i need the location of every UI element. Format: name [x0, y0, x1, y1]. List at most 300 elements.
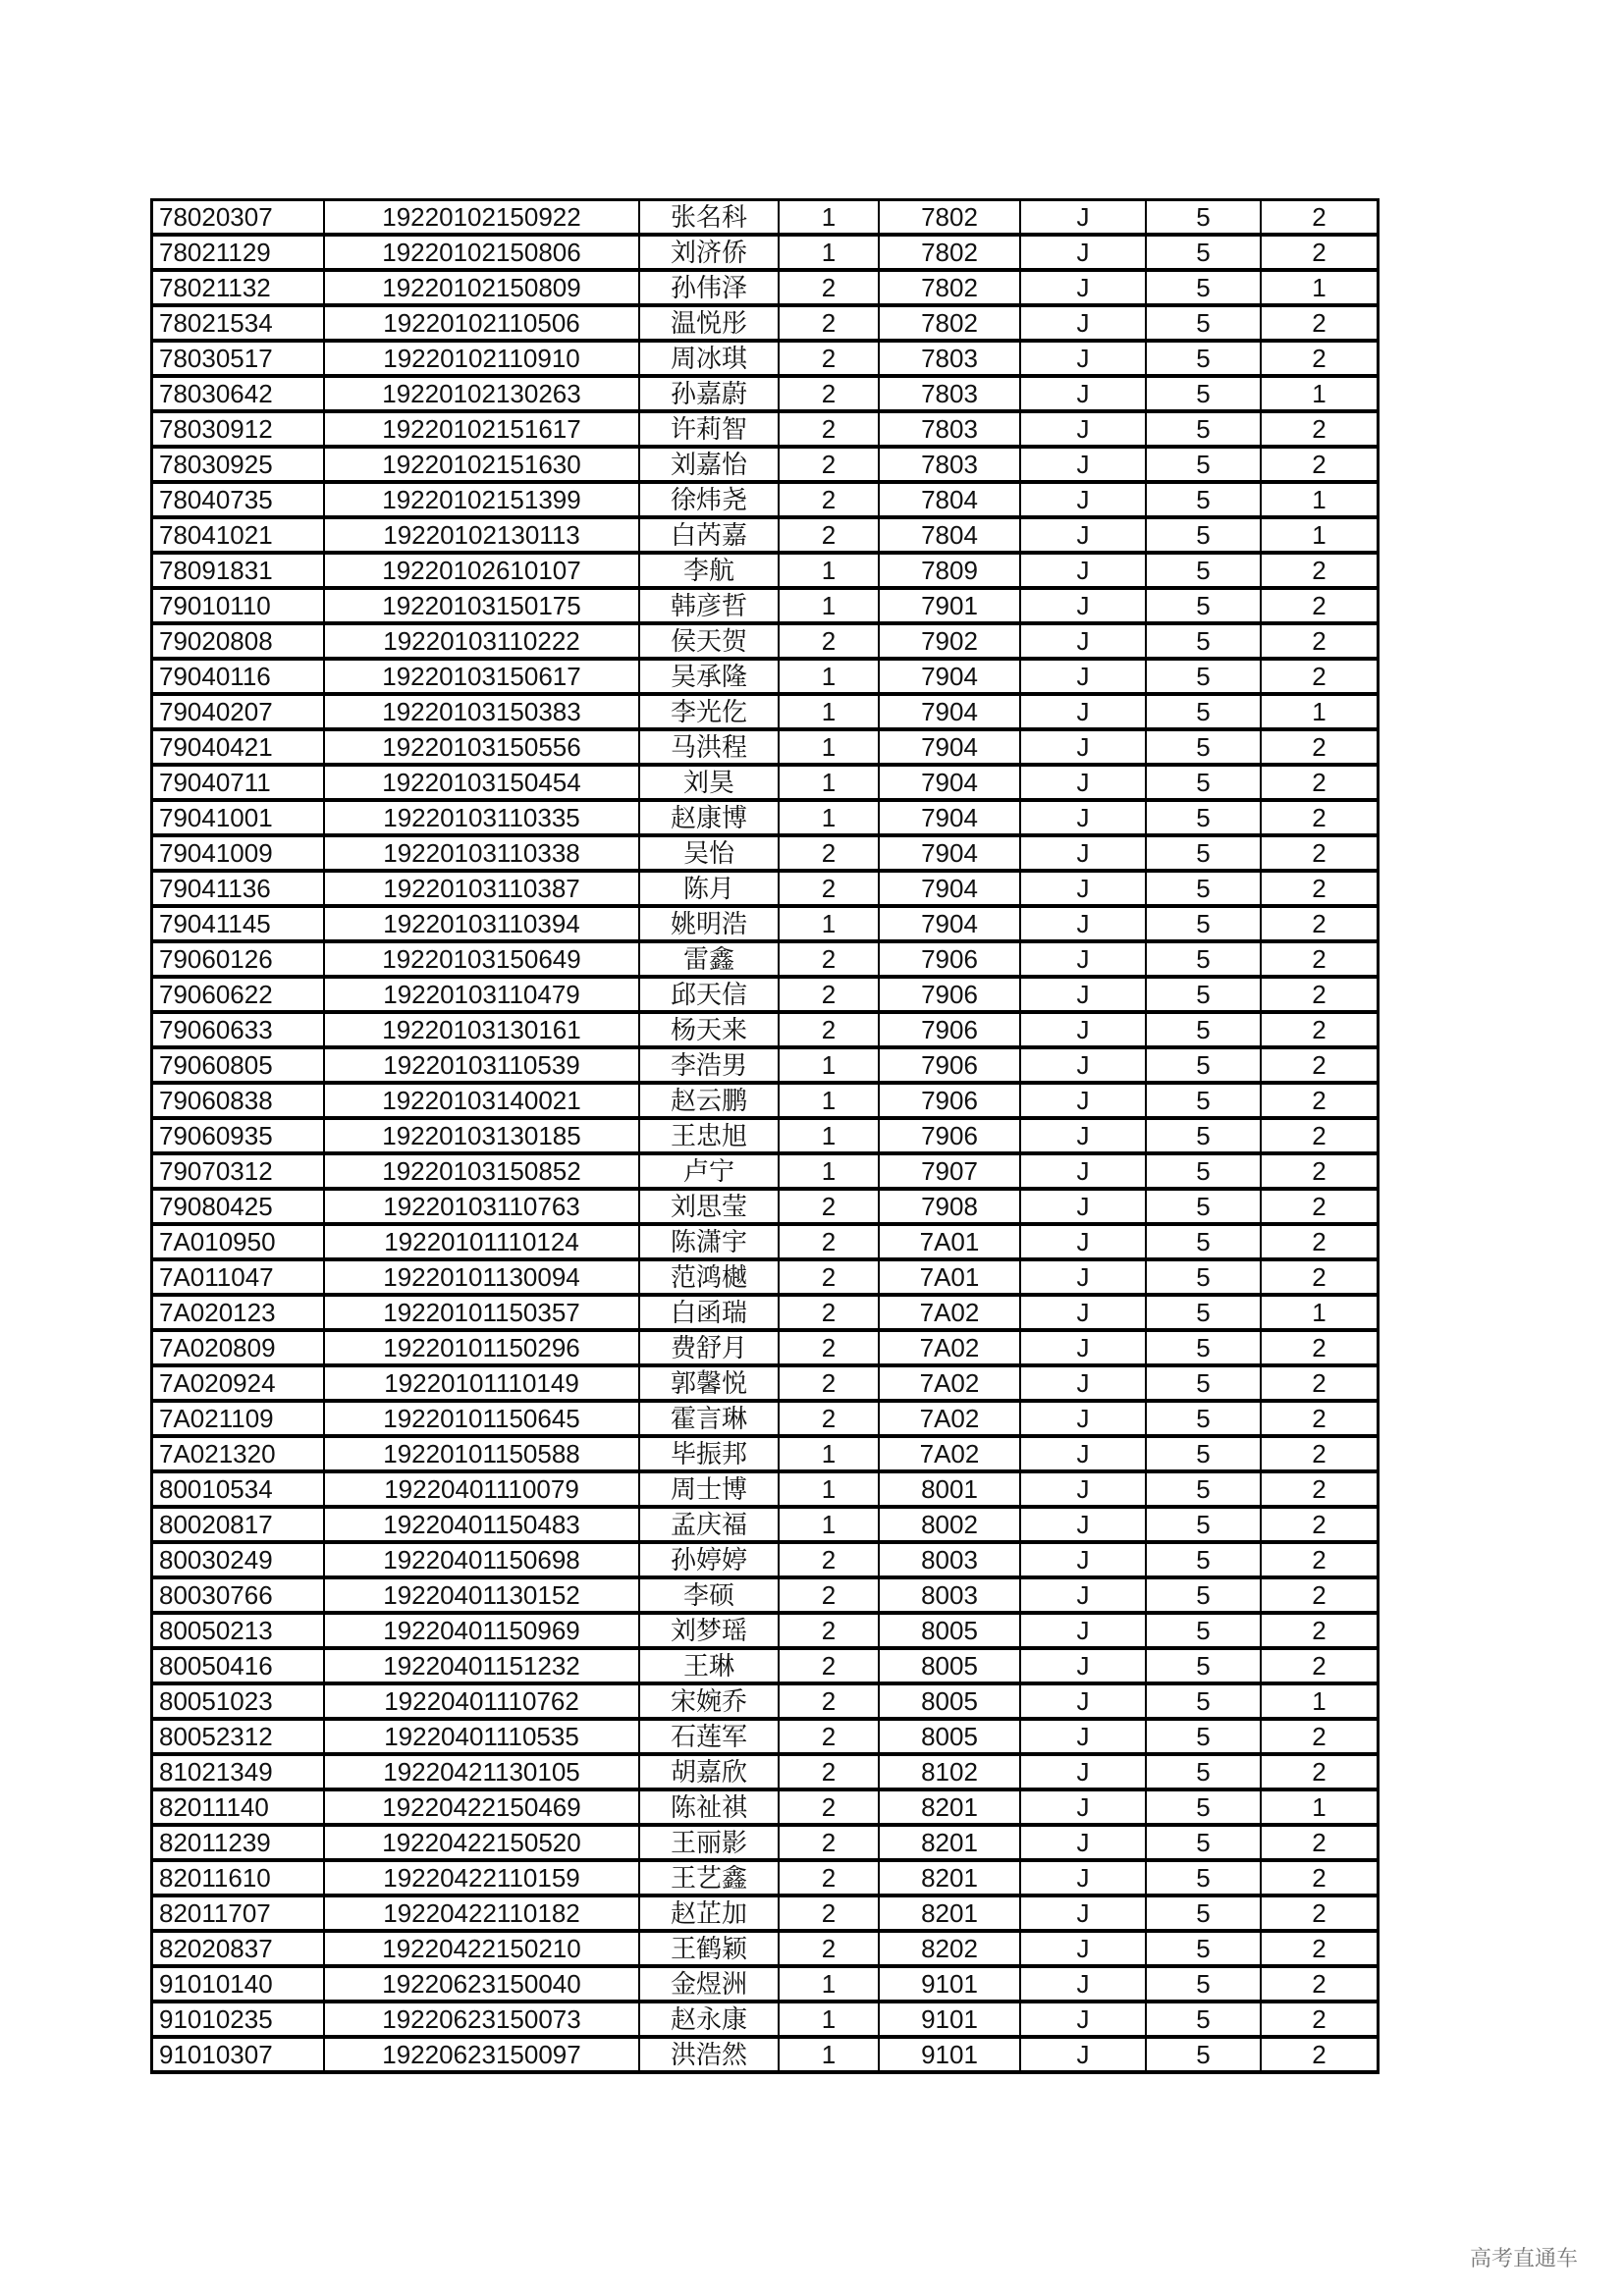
student-name-cell: 孙婷婷: [639, 1542, 779, 1577]
exam-number-cell: 7A021320: [152, 1436, 325, 1471]
gender-code-cell: 1: [779, 800, 879, 835]
exam-number-cell: 79041136: [152, 871, 325, 906]
table-row: [152, 1613, 1379, 1648]
col-value-cell: 5: [1146, 517, 1261, 553]
col-value-cell: 5: [1146, 1436, 1261, 1471]
type-code-cell: 2: [1261, 305, 1379, 341]
table-row: [152, 659, 1379, 694]
type-code-cell: 2: [1261, 1189, 1379, 1224]
category-cell: J: [1020, 1542, 1146, 1577]
type-code-cell: 2: [1261, 1224, 1379, 1259]
gender-code-cell: 2: [779, 1365, 879, 1401]
col-value-cell: 5: [1146, 1118, 1261, 1153]
school-code-cell: 8002: [879, 1507, 1020, 1542]
col-value-cell: 5: [1146, 1365, 1261, 1401]
table-row: [152, 270, 1379, 305]
type-code-cell: 2: [1261, 1330, 1379, 1365]
table-row: [152, 2037, 1379, 2072]
exam-number-cell: 78021132: [152, 270, 325, 305]
gender-code-cell: 2: [779, 835, 879, 871]
exam-number-cell: 79041009: [152, 835, 325, 871]
category-cell: J: [1020, 376, 1146, 411]
exam-number-cell: 79010110: [152, 588, 325, 623]
student-name-cell: 赵云鹏: [639, 1083, 779, 1118]
table-row: [152, 1577, 1379, 1613]
registration-id-cell: 19220101150296: [324, 1330, 639, 1365]
table-row: [152, 1118, 1379, 1153]
col-value-cell: 5: [1146, 588, 1261, 623]
school-code-cell: 7904: [879, 906, 1020, 941]
school-code-cell: 7906: [879, 977, 1020, 1012]
col-value-cell: 5: [1146, 800, 1261, 835]
gender-code-cell: 1: [779, 200, 879, 236]
gender-code-cell: 2: [779, 1330, 879, 1365]
school-code-cell: 7A02: [879, 1365, 1020, 1401]
gender-code-cell: 2: [779, 1931, 879, 1966]
table-row: [152, 553, 1379, 588]
table-row: [152, 1683, 1379, 1719]
type-code-cell: 2: [1261, 1613, 1379, 1648]
school-code-cell: 8005: [879, 1613, 1020, 1648]
col-value-cell: 5: [1146, 1083, 1261, 1118]
table-row: [152, 835, 1379, 871]
gender-code-cell: 2: [779, 411, 879, 447]
col-value-cell: 5: [1146, 977, 1261, 1012]
category-cell: J: [1020, 906, 1146, 941]
registration-id-cell: 19220103110763: [324, 1189, 639, 1224]
gender-code-cell: 2: [779, 482, 879, 517]
type-code-cell: 2: [1261, 1012, 1379, 1047]
student-name-cell: 王忠旭: [639, 1118, 779, 1153]
type-code-cell: 2: [1261, 1118, 1379, 1153]
table-row: [152, 1189, 1379, 1224]
col-value-cell: 5: [1146, 1577, 1261, 1613]
type-code-cell: 2: [1261, 1083, 1379, 1118]
category-cell: J: [1020, 1754, 1146, 1789]
exam-number-cell: 79060622: [152, 977, 325, 1012]
category-cell: J: [1020, 235, 1146, 270]
category-cell: J: [1020, 482, 1146, 517]
table-row: [152, 200, 1379, 236]
type-code-cell: 2: [1261, 1648, 1379, 1683]
school-code-cell: 7904: [879, 729, 1020, 765]
type-code-cell: 1: [1261, 1683, 1379, 1719]
registration-id-cell: 19220401150969: [324, 1613, 639, 1648]
col-value-cell: 5: [1146, 1542, 1261, 1577]
category-cell: J: [1020, 1224, 1146, 1259]
gender-code-cell: 1: [779, 588, 879, 623]
category-cell: J: [1020, 1330, 1146, 1365]
col-value-cell: 5: [1146, 305, 1261, 341]
exam-number-cell: 80051023: [152, 1683, 325, 1719]
student-name-cell: 毕振邦: [639, 1436, 779, 1471]
student-name-cell: 白芮嘉: [639, 517, 779, 553]
category-cell: J: [1020, 1648, 1146, 1683]
col-value-cell: 5: [1146, 1613, 1261, 1648]
type-code-cell: 2: [1261, 871, 1379, 906]
type-code-cell: 1: [1261, 1789, 1379, 1825]
gender-code-cell: 2: [779, 1789, 879, 1825]
registration-id-cell: 19220103150383: [324, 694, 639, 729]
table-row: [152, 341, 1379, 376]
table-row: [152, 1259, 1379, 1295]
col-value-cell: 5: [1146, 1259, 1261, 1295]
type-code-cell: 2: [1261, 447, 1379, 482]
registration-id-cell: 19220102151399: [324, 482, 639, 517]
school-code-cell: 8201: [879, 1789, 1020, 1825]
category-cell: J: [1020, 1896, 1146, 1931]
exam-number-cell: 79060633: [152, 1012, 325, 1047]
school-code-cell: 7904: [879, 765, 1020, 800]
gender-code-cell: 2: [779, 1401, 879, 1436]
col-value-cell: 5: [1146, 2002, 1261, 2037]
registration-id-cell: 19220103130161: [324, 1012, 639, 1047]
registration-id-cell: 19220103110222: [324, 623, 639, 659]
exam-number-cell: 78041021: [152, 517, 325, 553]
student-name-cell: 胡嘉欣: [639, 1754, 779, 1789]
gender-code-cell: 1: [779, 2037, 879, 2072]
registration-id-cell: 19220422150520: [324, 1825, 639, 1860]
col-value-cell: 5: [1146, 376, 1261, 411]
category-cell: J: [1020, 447, 1146, 482]
student-name-cell: 白函瑞: [639, 1295, 779, 1330]
table-row: [152, 1330, 1379, 1365]
student-name-cell: 赵芷加: [639, 1896, 779, 1931]
type-code-cell: 2: [1261, 1754, 1379, 1789]
category-cell: J: [1020, 1365, 1146, 1401]
col-value-cell: 5: [1146, 1471, 1261, 1507]
col-value-cell: 5: [1146, 835, 1261, 871]
gender-code-cell: 1: [779, 2002, 879, 2037]
school-code-cell: 9101: [879, 2002, 1020, 2037]
registration-id-cell: 19220102151617: [324, 411, 639, 447]
category-cell: J: [1020, 1683, 1146, 1719]
exam-number-cell: 79040711: [152, 765, 325, 800]
category-cell: J: [1020, 305, 1146, 341]
type-code-cell: 2: [1261, 2002, 1379, 2037]
col-value-cell: 5: [1146, 447, 1261, 482]
type-code-cell: 1: [1261, 376, 1379, 411]
registration-id-cell: 19220623150073: [324, 2002, 639, 2037]
student-name-cell: 周士博: [639, 1471, 779, 1507]
table-row: [152, 800, 1379, 835]
category-cell: J: [1020, 1047, 1146, 1083]
exam-number-cell: 80010534: [152, 1471, 325, 1507]
category-cell: J: [1020, 1118, 1146, 1153]
school-code-cell: 7904: [879, 800, 1020, 835]
gender-code-cell: 2: [779, 1189, 879, 1224]
school-code-cell: 7904: [879, 871, 1020, 906]
table-row: [152, 1931, 1379, 1966]
col-value-cell: 5: [1146, 1153, 1261, 1189]
category-cell: J: [1020, 800, 1146, 835]
exam-number-cell: 7A011047: [152, 1259, 325, 1295]
col-value-cell: 5: [1146, 1931, 1261, 1966]
exam-number-cell: 79040421: [152, 729, 325, 765]
category-cell: J: [1020, 517, 1146, 553]
student-name-cell: 金煜洲: [639, 1966, 779, 2002]
category-cell: J: [1020, 1966, 1146, 2002]
student-name-cell: 霍言琳: [639, 1401, 779, 1436]
type-code-cell: 2: [1261, 1719, 1379, 1754]
gender-code-cell: 1: [779, 235, 879, 270]
student-name-cell: 许莉智: [639, 411, 779, 447]
category-cell: J: [1020, 1259, 1146, 1295]
type-code-cell: 2: [1261, 906, 1379, 941]
type-code-cell: 2: [1261, 1153, 1379, 1189]
school-code-cell: 8005: [879, 1648, 1020, 1683]
table-row: [152, 1896, 1379, 1931]
student-name-cell: 洪浩然: [639, 2037, 779, 2072]
student-name-cell: 郭馨悦: [639, 1365, 779, 1401]
school-code-cell: 8005: [879, 1683, 1020, 1719]
registration-id-cell: 19220103110335: [324, 800, 639, 835]
school-code-cell: 7A02: [879, 1330, 1020, 1365]
table-row: [152, 482, 1379, 517]
school-code-cell: 7A01: [879, 1224, 1020, 1259]
registration-id-cell: 19220103150617: [324, 659, 639, 694]
exam-number-cell: 78021534: [152, 305, 325, 341]
registration-id-cell: 19220401110079: [324, 1471, 639, 1507]
gender-code-cell: 1: [779, 1471, 879, 1507]
student-name-cell: 刘思莹: [639, 1189, 779, 1224]
student-name-cell: 刘昊: [639, 765, 779, 800]
gender-code-cell: 1: [779, 1153, 879, 1189]
exam-number-cell: 79060126: [152, 941, 325, 977]
table-row: [152, 906, 1379, 941]
exam-number-cell: 7A010950: [152, 1224, 325, 1259]
gender-code-cell: 2: [779, 270, 879, 305]
type-code-cell: 2: [1261, 977, 1379, 1012]
school-code-cell: 7A01: [879, 1259, 1020, 1295]
student-name-cell: 陈潇宇: [639, 1224, 779, 1259]
school-code-cell: 7906: [879, 1047, 1020, 1083]
registration-id-cell: 19220103110394: [324, 906, 639, 941]
col-value-cell: 5: [1146, 1401, 1261, 1436]
table-row: [152, 1860, 1379, 1896]
table-row: [152, 1825, 1379, 1860]
type-code-cell: 2: [1261, 588, 1379, 623]
school-code-cell: 7A02: [879, 1401, 1020, 1436]
gender-code-cell: 2: [779, 623, 879, 659]
school-code-cell: 7904: [879, 835, 1020, 871]
registration-id-cell: 19220422150210: [324, 1931, 639, 1966]
col-value-cell: 5: [1146, 765, 1261, 800]
col-value-cell: 5: [1146, 1047, 1261, 1083]
student-name-cell: 张名科: [639, 200, 779, 236]
type-code-cell: 2: [1261, 1401, 1379, 1436]
student-name-cell: 赵永康: [639, 2002, 779, 2037]
category-cell: J: [1020, 553, 1146, 588]
category-cell: J: [1020, 1825, 1146, 1860]
type-code-cell: 2: [1261, 235, 1379, 270]
student-name-cell: 李硕: [639, 1577, 779, 1613]
student-name-cell: 费舒月: [639, 1330, 779, 1365]
school-code-cell: 8201: [879, 1896, 1020, 1931]
gender-code-cell: 1: [779, 1083, 879, 1118]
exam-number-cell: 82011239: [152, 1825, 325, 1860]
school-code-cell: 8202: [879, 1931, 1020, 1966]
school-code-cell: 7906: [879, 941, 1020, 977]
student-name-cell: 吴怡: [639, 835, 779, 871]
gender-code-cell: 2: [779, 1577, 879, 1613]
school-code-cell: 7809: [879, 553, 1020, 588]
school-code-cell: 7906: [879, 1012, 1020, 1047]
exam-number-cell: 80052312: [152, 1719, 325, 1754]
table-row: [152, 1507, 1379, 1542]
registration-id-cell: 19220103140021: [324, 1083, 639, 1118]
col-value-cell: 5: [1146, 1789, 1261, 1825]
exam-number-cell: 79040116: [152, 659, 325, 694]
gender-code-cell: 2: [779, 1295, 879, 1330]
student-name-cell: 姚明浩: [639, 906, 779, 941]
col-value-cell: 5: [1146, 729, 1261, 765]
school-code-cell: 7804: [879, 482, 1020, 517]
type-code-cell: 1: [1261, 270, 1379, 305]
registration-id-cell: 19220422110182: [324, 1896, 639, 1931]
table-row: [152, 1083, 1379, 1118]
category-cell: J: [1020, 1613, 1146, 1648]
school-code-cell: 7908: [879, 1189, 1020, 1224]
registration-id-cell: 19220101110149: [324, 1365, 639, 1401]
exam-number-cell: 78030912: [152, 411, 325, 447]
col-value-cell: 5: [1146, 411, 1261, 447]
gender-code-cell: 2: [779, 305, 879, 341]
registration-id-cell: 19220401150698: [324, 1542, 639, 1577]
student-name-cell: 王琳: [639, 1648, 779, 1683]
col-value-cell: 5: [1146, 941, 1261, 977]
student-name-cell: 吴承隆: [639, 659, 779, 694]
category-cell: J: [1020, 1153, 1146, 1189]
gender-code-cell: 1: [779, 659, 879, 694]
type-code-cell: 2: [1261, 2037, 1379, 2072]
col-value-cell: 5: [1146, 906, 1261, 941]
gender-code-cell: 1: [779, 906, 879, 941]
col-value-cell: 5: [1146, 1189, 1261, 1224]
gender-code-cell: 2: [779, 1860, 879, 1896]
exam-number-cell: 79060805: [152, 1047, 325, 1083]
exam-number-cell: 82011707: [152, 1896, 325, 1931]
table-row: [152, 765, 1379, 800]
category-cell: J: [1020, 941, 1146, 977]
exam-number-cell: 79080425: [152, 1189, 325, 1224]
exam-number-cell: 78030517: [152, 341, 325, 376]
col-value-cell: 5: [1146, 1860, 1261, 1896]
registration-id-cell: 19220401110535: [324, 1719, 639, 1754]
col-value-cell: 5: [1146, 1825, 1261, 1860]
table-row: [152, 1719, 1379, 1754]
student-name-cell: 刘梦瑶: [639, 1613, 779, 1648]
registration-id-cell: 19220101130094: [324, 1259, 639, 1295]
type-code-cell: 2: [1261, 1577, 1379, 1613]
table-row: [152, 2002, 1379, 2037]
category-cell: J: [1020, 2037, 1146, 2072]
exam-number-cell: 80030766: [152, 1577, 325, 1613]
table-row: [152, 694, 1379, 729]
type-code-cell: 2: [1261, 1542, 1379, 1577]
gender-code-cell: 2: [779, 1224, 879, 1259]
watermark: 高考直通车: [1470, 2247, 1579, 2271]
col-value-cell: 5: [1146, 1966, 1261, 2002]
category-cell: J: [1020, 1401, 1146, 1436]
registration-id-cell: 19220102150922: [324, 200, 639, 236]
student-name-cell: 赵康博: [639, 800, 779, 835]
school-code-cell: 7804: [879, 517, 1020, 553]
gender-code-cell: 2: [779, 517, 879, 553]
exam-number-cell: 78040735: [152, 482, 325, 517]
category-cell: J: [1020, 871, 1146, 906]
col-value-cell: 5: [1146, 341, 1261, 376]
student-name-cell: 孙嘉蔚: [639, 376, 779, 411]
table-row: [152, 1471, 1379, 1507]
table-row: [152, 1224, 1379, 1259]
registration-id-cell: 19220103110479: [324, 977, 639, 1012]
table-row: [152, 305, 1379, 341]
type-code-cell: 2: [1261, 623, 1379, 659]
category-cell: J: [1020, 1012, 1146, 1047]
school-code-cell: 8201: [879, 1825, 1020, 1860]
exam-number-cell: 7A020809: [152, 1330, 325, 1365]
category-cell: J: [1020, 765, 1146, 800]
gender-code-cell: 1: [779, 1966, 879, 2002]
student-name-cell: 侯天贺: [639, 623, 779, 659]
school-code-cell: 8001: [879, 1471, 1020, 1507]
type-code-cell: 1: [1261, 694, 1379, 729]
student-name-cell: 刘嘉怡: [639, 447, 779, 482]
school-code-cell: 7902: [879, 623, 1020, 659]
school-code-cell: 8201: [879, 1860, 1020, 1896]
exam-number-cell: 91010140: [152, 1966, 325, 2002]
category-cell: J: [1020, 1719, 1146, 1754]
col-value-cell: 5: [1146, 623, 1261, 659]
gender-code-cell: 1: [779, 553, 879, 588]
table-row: [152, 588, 1379, 623]
col-value-cell: 5: [1146, 1683, 1261, 1719]
registration-id-cell: 19220101150588: [324, 1436, 639, 1471]
gender-code-cell: 2: [779, 1683, 879, 1719]
student-name-cell: 刘济侨: [639, 235, 779, 270]
category-cell: J: [1020, 835, 1146, 871]
category-cell: J: [1020, 588, 1146, 623]
category-cell: J: [1020, 729, 1146, 765]
category-cell: J: [1020, 200, 1146, 236]
school-code-cell: 7A02: [879, 1436, 1020, 1471]
category-cell: J: [1020, 411, 1146, 447]
student-name-cell: 范鸿樾: [639, 1259, 779, 1295]
registration-id-cell: 19220102151630: [324, 447, 639, 482]
table-row: [152, 517, 1379, 553]
table-row: [152, 871, 1379, 906]
table-row: [152, 1542, 1379, 1577]
school-code-cell: 9101: [879, 1966, 1020, 2002]
gender-code-cell: 2: [779, 1719, 879, 1754]
exam-number-cell: 78030925: [152, 447, 325, 482]
type-code-cell: 2: [1261, 765, 1379, 800]
gender-code-cell: 2: [779, 447, 879, 482]
registration-id-cell: 19220102130263: [324, 376, 639, 411]
student-name-cell: 卢宁: [639, 1153, 779, 1189]
col-value-cell: 5: [1146, 1896, 1261, 1931]
student-table: [150, 198, 1380, 2074]
table-row: [152, 411, 1379, 447]
type-code-cell: 2: [1261, 1896, 1379, 1931]
table-row: [152, 1365, 1379, 1401]
exam-number-cell: 78091831: [152, 553, 325, 588]
table-row: [152, 729, 1379, 765]
category-cell: J: [1020, 1507, 1146, 1542]
registration-id-cell: 19220103150852: [324, 1153, 639, 1189]
school-code-cell: 7906: [879, 1083, 1020, 1118]
